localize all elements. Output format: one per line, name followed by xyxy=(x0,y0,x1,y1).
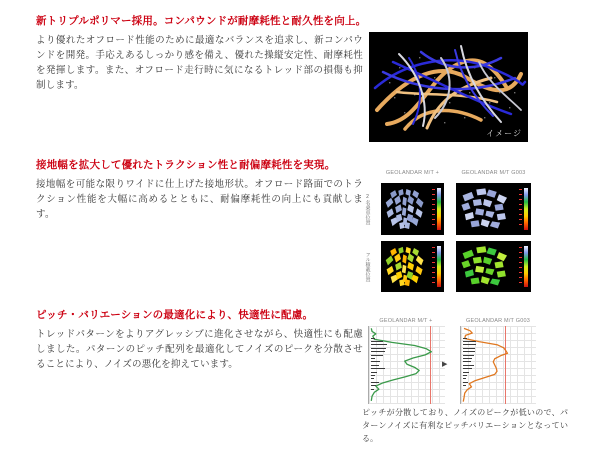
section2-body: 接地幅を可能な限りワイドに仕上げた接地形状。オフロード路面でのトラクション性能を大幅に高めるとともに、耐偏摩耗性の向上にも貢献します。 xyxy=(36,179,363,220)
pressure-colorbar xyxy=(437,246,441,287)
footprint-column-header-g003: GEOLANDAR M/T G003 xyxy=(461,170,526,176)
footprint-column-header-mt-plus: GEOLANDAR M/T + xyxy=(385,170,440,176)
polymer-structure-image xyxy=(369,32,528,142)
footprint-row-label-full-load: フル積載位置 xyxy=(364,251,371,282)
footprint-panel-g003-2pax xyxy=(456,183,531,235)
arrow-icon: ▶ xyxy=(442,361,448,368)
pressure-colorbar xyxy=(524,188,528,230)
footprint-panel-mt-plus-full-load xyxy=(381,241,444,292)
section3-heading: ピッチ・バリエーションの最適化により、快適性に配慮。 xyxy=(36,309,314,321)
footprint-pressure-map xyxy=(458,186,515,232)
noise-chart-caption: ピッチが分散しており、ノイズのピークが低いので、パターンノイズに有利なピッチバリエーションとなっている。 xyxy=(362,408,568,443)
colorbar-tick-labels xyxy=(432,247,435,286)
section1-body: より優れたオフロード性能のために最適なバランスを追求し、新コンパウンドを開発。手応えあるしっかり感を備え、優れた操縦安定性、耐摩耗性を発揮します。また、オフロード走行時に気になるトレッド部の損傷も抑制します。 xyxy=(36,35,363,91)
footprint-pressure-map xyxy=(383,186,428,232)
section3-body: トレッドパターンをよりアグレッシブに進化させながら、快適性にも配慮しました。パターンのピッチ配列を最適化してノイズのピークを分散させることにより、ノイズの悪化を抑えています。 xyxy=(36,329,363,370)
colorbar-tick-labels xyxy=(519,189,522,229)
footprint-row-label-2-passengers: 2名乗車位置 xyxy=(364,193,371,225)
pressure-colorbar xyxy=(437,188,441,230)
noise-chart-title-g003: GEOLANDAR M/T G003 xyxy=(465,318,531,324)
noise-chart-g003 xyxy=(460,326,536,404)
image-disclaimer-label: イメージ xyxy=(486,129,522,138)
footprint-pressure-map xyxy=(383,244,428,289)
footprint-pressure-map xyxy=(458,244,515,289)
colorbar-tick-labels xyxy=(519,247,522,286)
pressure-colorbar xyxy=(524,246,528,287)
section2-heading: 接地幅を拡大して優れたトラクション性と耐偏摩耗性を実現。 xyxy=(36,159,336,171)
noise-chart-title-mt-plus: GEOLANDAR M/T + xyxy=(379,318,433,324)
footprint-panel-mt-plus-2pax xyxy=(381,183,444,235)
pitch-sequence-labels xyxy=(463,338,476,389)
section1-heading: 新トリプルポリマー採用。コンパウンドが耐摩耗性と耐久性を向上。 xyxy=(36,15,367,27)
noise-chart-mt-plus xyxy=(368,326,448,404)
footprint-panel-g003-full-load xyxy=(456,241,531,292)
colorbar-tick-labels xyxy=(432,189,435,229)
polymer-strands-graphic xyxy=(369,32,528,142)
pitch-sequence-labels xyxy=(371,338,387,392)
